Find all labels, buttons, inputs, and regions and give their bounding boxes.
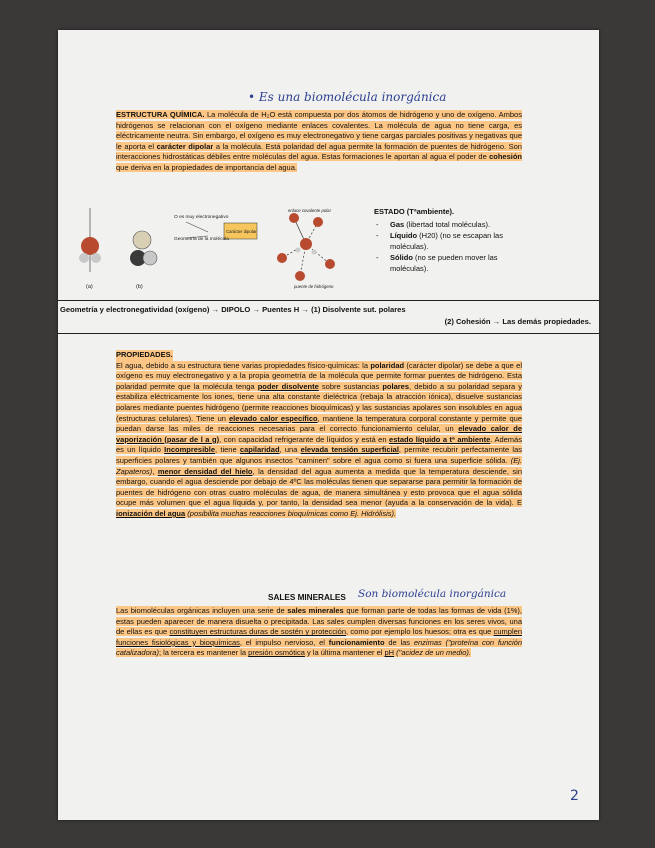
estado-liquido-term: estado líquido a tª ambiente bbox=[389, 434, 491, 444]
prop-text: (carácter dipolar) se debe a que el oxígeno es muy electronegativo y a la propia geometría de la molécula que permite formar puentes de hidrógeno. Esta polaridad permite que la molécula tenga bbox=[116, 360, 522, 391]
estado-item-text: (H20) (no se escapan las moléculas). bbox=[390, 231, 503, 251]
sales-text: , el impulso nervioso, el bbox=[239, 637, 329, 647]
estructura-text-1: La molécula de H₂O está compuesta por dos átomos de hidrógeno y uno de oxígeno. Ambos hidrógenos se relacionan con el oxígeno mediante enlaces covalentes. La molécula de agua no tiene carga, es eléctricamente neutra. Sin embargo, el oxígeno es muy electronegativo y tiene cargas parciales positivas y negativas que le aporta el bbox=[116, 110, 522, 151]
prop-text: , mantiene la temperatura corporal constante y permite que puedan darse las miles de reacciones necesarias para el correcto funcionamiento celular, un bbox=[116, 413, 522, 434]
summary-rule-bottom bbox=[58, 333, 599, 334]
handwritten-note-top: • Es una biomolécula inorgánica bbox=[248, 90, 447, 104]
estado-title: ESTADO (Tªambiente). bbox=[374, 207, 455, 216]
sales-text: ; la tercera es mantener la bbox=[158, 648, 249, 658]
incompresible-term: Incompresible bbox=[164, 445, 216, 455]
prop-text: El agua, debido a su estructura tiene varias propiedades físico-químicas: la bbox=[116, 360, 371, 370]
prop-text: sobre sustancias bbox=[318, 381, 383, 391]
prop-text: , tiene bbox=[215, 445, 240, 455]
sales-paragraph bbox=[116, 606, 522, 659]
estado-item-text: (libertad total moléculas). bbox=[404, 220, 491, 229]
handwritten-note-sales: Son biomolécula inorgánica bbox=[358, 588, 507, 600]
sales-text: de las bbox=[384, 637, 414, 647]
tension-term: elevada tensión superficial bbox=[300, 445, 399, 455]
summary-box bbox=[60, 304, 597, 328]
prop-text: , permite recubrir perfectamente las superficies polares y también que algunos insectos "caminen" sobre el agua como si fuera una superficie sólida. bbox=[116, 445, 523, 465]
figure-box-label: Carácter dipolar bbox=[226, 229, 257, 234]
cohesion-term: cohesión bbox=[489, 152, 522, 162]
figure-label-a: (a) bbox=[86, 284, 93, 290]
sales-text: y la última mantener el bbox=[304, 648, 385, 658]
sales-text: ("acidez de un medio). bbox=[394, 648, 471, 658]
ph-term: pH bbox=[384, 648, 395, 658]
funcionamiento-term: funcionamiento bbox=[328, 637, 385, 647]
prop-text: , con capacidad refrigerante de líquidos y está en bbox=[219, 434, 390, 444]
propiedades-paragraph bbox=[116, 350, 522, 520]
enzimas-term: enzimas ("proteína con función catalizadora) bbox=[116, 637, 522, 658]
hydrogen-bond-network-diagram bbox=[277, 213, 335, 281]
dipolar-term: carácter dipolar bbox=[156, 141, 214, 151]
figure-o-label: O es muy electronegativo bbox=[174, 215, 229, 220]
prop-text: , bbox=[152, 466, 158, 476]
molecule-a-diagram bbox=[79, 208, 101, 272]
water-molecule-figure bbox=[68, 208, 368, 293]
presion-osmotica-term: presión osmótica bbox=[248, 648, 305, 658]
prop-text: (posibilita muchas reacciones bioquímicas como Ej. Hidrólisis). bbox=[185, 508, 397, 518]
sales-text: , como por ejemplo los huesos; otra es que bbox=[346, 627, 494, 637]
estructura-text-2: a la molécula. Está polaridad del agua permite la formación de puentes de hidrógeno. Son interacciones hidrostáticas débiles entre moléculas del agua. Estas formaciones le aportan al agua el poder de bbox=[116, 141, 522, 162]
zapateros-example: (Ej. Zapateros) bbox=[116, 455, 522, 476]
estado-item-head: Gas bbox=[390, 220, 405, 229]
ionizacion-term: ionización del agua bbox=[116, 508, 186, 518]
estado-item-head: Sólido bbox=[390, 253, 413, 262]
estructura-title: ESTRUCTURA QUÍMICA. bbox=[116, 110, 205, 119]
densidad-term: menor densidad del hielo bbox=[157, 466, 253, 476]
summary-line-1: Geometría y electronegatividad (oxígeno) → DIPOLO → Puentes H → (1) Disolvente sut. polares bbox=[60, 305, 406, 314]
estado-item-gas bbox=[390, 219, 524, 230]
figure-label-b: (b) bbox=[136, 284, 143, 290]
propiedades-title: PROPIEDADES. bbox=[116, 350, 173, 359]
estructura-paragraph bbox=[116, 110, 522, 174]
funciones-term: cumplen funciones fisiológicas y bioquímicas bbox=[116, 627, 522, 647]
polares-term: polares bbox=[382, 381, 410, 391]
estructuras-term: constituyen estructuras duras de sostén y protección bbox=[169, 627, 346, 637]
molecule-drawings bbox=[68, 208, 368, 293]
sales-title: SALES MINERALES bbox=[268, 593, 346, 602]
vaporizacion-term: elevado calor de vaporización (pasar de l a g) bbox=[116, 424, 523, 444]
estado-list bbox=[374, 219, 524, 274]
figure-hbond-label: puente de hidrógeno bbox=[294, 284, 334, 289]
calor-especifico-term: elevado calor específico bbox=[229, 413, 318, 423]
prop-text: . Además es un líquido bbox=[116, 434, 522, 455]
prop-text: , debido a su polaridad separa y estabiliza eléctricamente los iones, tiene una alta constante dieléctrica (rebaja la atracción iónica), disuelve sustancias polares mediante puentes hidrógeno (permite reacciones bioquímicas) y las sustancias apolares son insolubles en agua (estructuras celulares). Tiene un bbox=[116, 381, 522, 423]
estructura-text-3: que deriva en la propiedades de importancia del agua. bbox=[116, 162, 297, 172]
polaridad-term: polaridad bbox=[370, 360, 405, 370]
estado-item-liquido bbox=[390, 230, 524, 252]
estado-item-text: (no se pueden mover las moléculas). bbox=[390, 253, 498, 273]
sales-text: Las biomoléculas orgánicas incluyen una serie de bbox=[116, 606, 288, 615]
page-number: 2 bbox=[570, 788, 579, 804]
summary-rule-top bbox=[58, 300, 599, 301]
figure-bonds-label: enlace covalente polar bbox=[288, 208, 331, 213]
disolvente-term: poder disolvente bbox=[257, 381, 319, 391]
sales-text: que forman parte de todas las formas de vida (1%), estas pueden aparecer de manera disuelta o precipitada. Las sales cumplen diversas funciones en los seres vivos, una de ellas es que bbox=[116, 606, 522, 637]
molecule-b-diagram bbox=[130, 231, 157, 266]
estado-block bbox=[374, 206, 524, 274]
prop-text: , la densidad del agua aumenta a medida que la temperatura desciende, sin embargo, cuando el agua desciende por debajo de 4ºC las moléculas tienen que separarse para permitir la formación de puentes de hidrógeno con otras cuatro moléculas de agua, de manera simultánea y esto provoca que el agua sólida ocupe más volumen que el agua líquida y, por tanto, la densidad sea menor (ayuda a la conservación de la vida). E bbox=[116, 466, 522, 508]
capilaridad-term: capilaridad bbox=[239, 445, 280, 455]
estado-item-solido bbox=[390, 252, 524, 274]
document-page bbox=[58, 30, 599, 820]
prop-text: , una bbox=[279, 445, 301, 455]
summary-line-2: (2) Cohesión → Las demás propiedades. bbox=[444, 317, 591, 326]
sales-minerales-term: sales minerales bbox=[287, 606, 344, 615]
estado-item-head: Líquido bbox=[390, 231, 418, 240]
figure-geometry-label: Geometría de la molécula bbox=[174, 237, 229, 242]
